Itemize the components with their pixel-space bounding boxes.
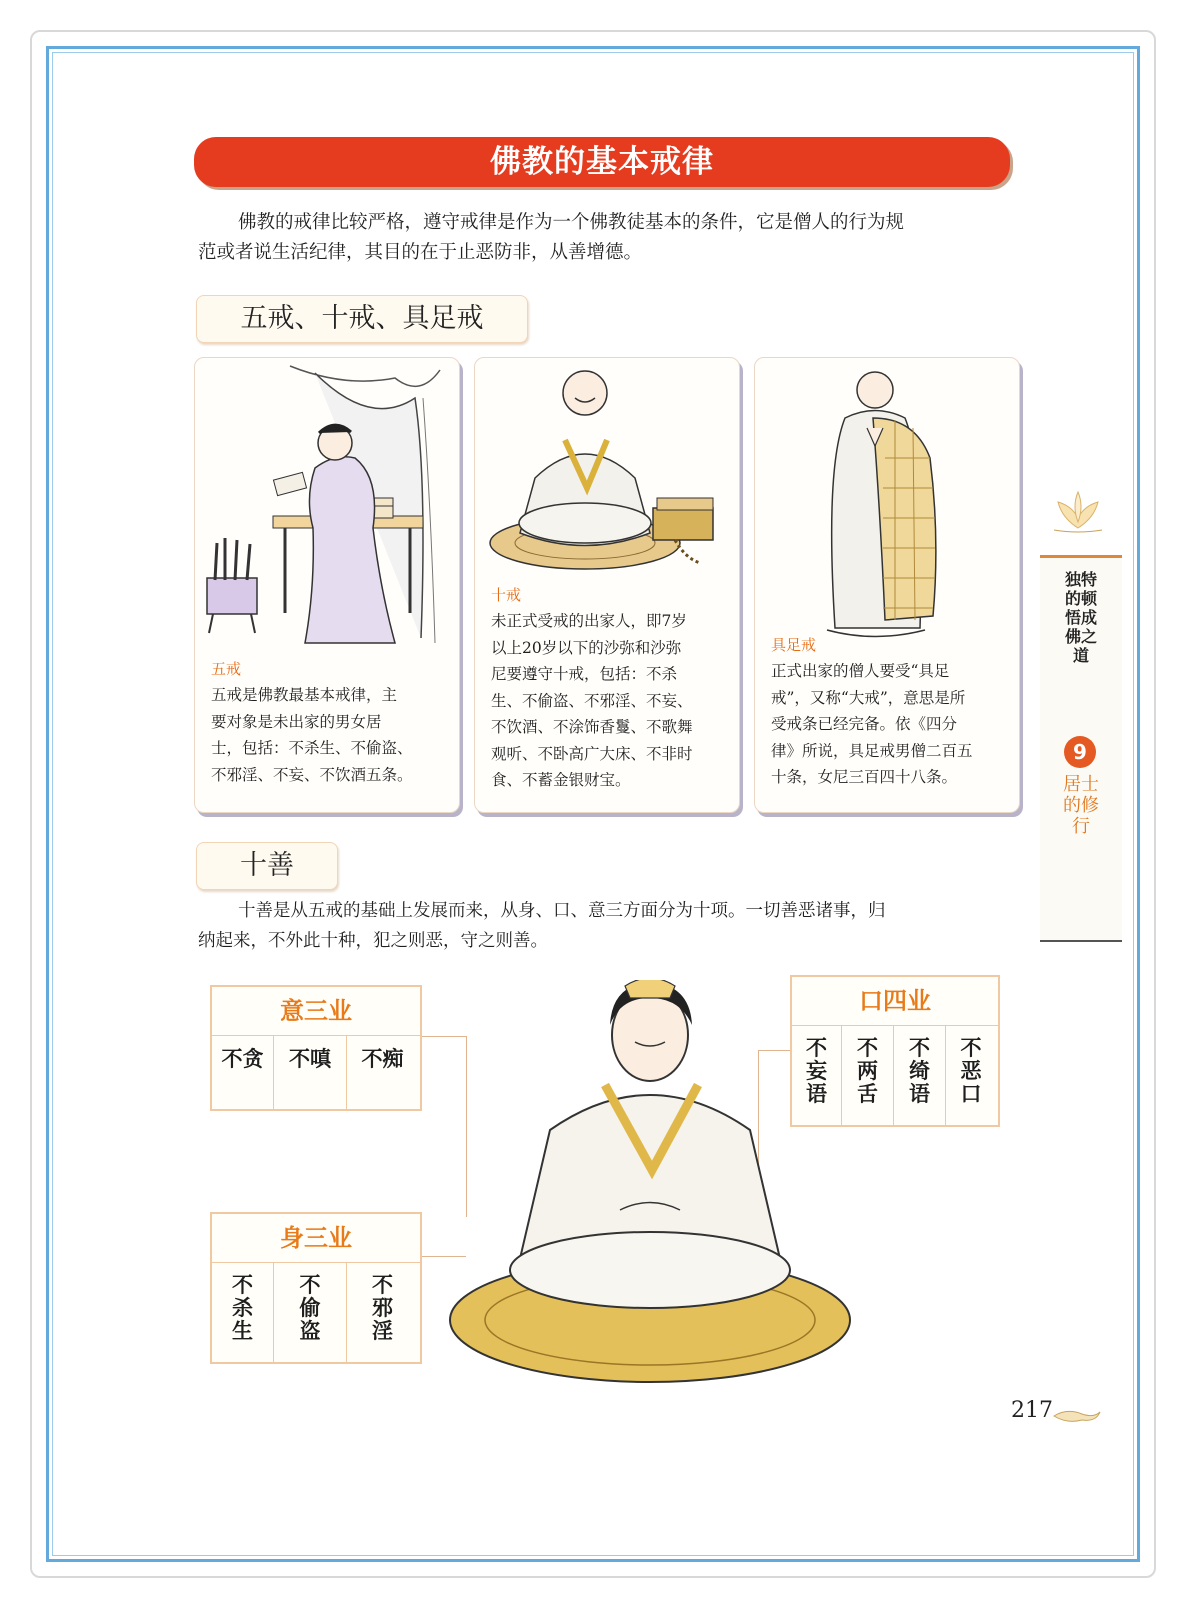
panel-label-full-precepts: 具足戒 [771, 636, 817, 654]
novice-monk-illustration [475, 358, 739, 583]
section-heading-precepts [196, 295, 528, 343]
text-line: 观听、不卧高广大床、不非时 [491, 744, 693, 763]
ten-good-line-1: 十善是从五戒的基础上发展而来，从身、口、意三方面分为十项。一切善恶诸事，归 [238, 901, 886, 921]
section-heading-ten-good [196, 842, 338, 890]
panel-five-precepts [194, 357, 460, 813]
text-line: 不邪淫、不妄、不饮酒五条。 [211, 765, 413, 784]
panel-label-ten-precepts: 十戒 [491, 586, 522, 604]
speech-karma-item: 不两舌 [842, 1026, 894, 1125]
text-line: 五戒是佛教最基本戒律，主 [211, 686, 398, 704]
mind-karma-item: 不嗔 [274, 1036, 347, 1109]
panel-text-five-precepts [211, 682, 447, 788]
intro-line-2: 范或者说生活纪律，其目的在于止恶防非，从善增德。 [198, 242, 643, 263]
page-title: 佛教的基本戒律 [490, 144, 714, 180]
panel-ten-precepts [474, 357, 740, 813]
section-title: 居士的修行 [1063, 774, 1099, 837]
text-line: 以上20岁以下的沙弥和沙弥 [491, 638, 682, 657]
speech-karma-item: 不恶口 [960, 1036, 982, 1106]
speech-karma-item: 不绮语 [894, 1026, 946, 1125]
text-line: 十条，女尼三百四十八条。 [771, 768, 958, 786]
mind-karma-title: 意三业 [280, 996, 352, 1025]
section-heading-ten-good-text: 十善 [240, 850, 294, 881]
body-karma-item: 不杀生 [212, 1263, 274, 1362]
page-number-ornament-icon [1052, 1406, 1102, 1426]
ten-good-line-2: 纳起来，不外此十种，犯之则恶，守之则善。 [198, 931, 548, 951]
intro-paragraph [198, 208, 1010, 268]
body-karma-title: 身三业 [280, 1223, 352, 1252]
chapter-number-badge: 9 [1064, 736, 1096, 768]
body-karma-item: 不偷盗 [274, 1263, 347, 1362]
text-line: 律》所说，具足戒男僧二百五 [771, 741, 973, 760]
text-line: 要对象是未出家的男女居 [211, 712, 382, 731]
mind-karma-box [210, 985, 422, 1111]
intro-line-1: 佛教的戒律比较严格，遵守戒律是作为一个佛教徒基本的条件，它是僧人的行为规 [238, 212, 905, 233]
mind-karma-item: 不痴 [361, 1047, 404, 1071]
panel-label-five-precepts: 五戒 [211, 660, 242, 678]
robed-monk-illustration [755, 358, 1019, 648]
text-line: 未正式受戒的出家人，即7岁 [491, 612, 687, 630]
ten-good-paragraph [198, 896, 1010, 956]
text-line: 受戒条已经完备。依《四分 [771, 715, 958, 733]
text-line: 士，包括：不杀生、不偷盗、 [211, 739, 413, 757]
text-line: 戒”，又称“大戒”，意思是所 [771, 688, 966, 707]
chapter-title: 独特的顿悟成佛之道 [1064, 570, 1097, 665]
scholar-reading-illustration [195, 358, 459, 658]
mind-karma-item: 不贪 [212, 1036, 274, 1109]
panel-full-precepts [754, 357, 1020, 813]
text-line: 生、不偷盗、不邪淫、不妄、 [491, 691, 693, 710]
body-karma-item: 不邪淫 [372, 1273, 393, 1343]
page-number: 217 [1011, 1398, 1053, 1423]
speech-karma-box [790, 975, 1000, 1127]
chapter-side-tab [1040, 555, 1122, 942]
speech-karma-item: 不妄语 [792, 1026, 842, 1125]
speech-karma-title: 口四业 [859, 986, 931, 1015]
lotus-icon [1050, 488, 1106, 534]
text-line: 尼要遵守十戒，包括：不杀 [491, 665, 678, 683]
body-karma-box [210, 1212, 422, 1364]
text-line: 正式出家的僧人要受“具足 [771, 662, 950, 680]
section-heading-precepts-text: 五戒、十戒、具足戒 [240, 303, 484, 334]
text-line: 不饮酒、不涂饰香鬘、不歌舞 [491, 718, 693, 736]
panel-text-full-precepts [771, 658, 1007, 791]
text-line: 食、不蓄金银财宝。 [491, 771, 631, 789]
title-banner [194, 137, 1010, 187]
panel-text-ten-precepts [491, 608, 727, 794]
